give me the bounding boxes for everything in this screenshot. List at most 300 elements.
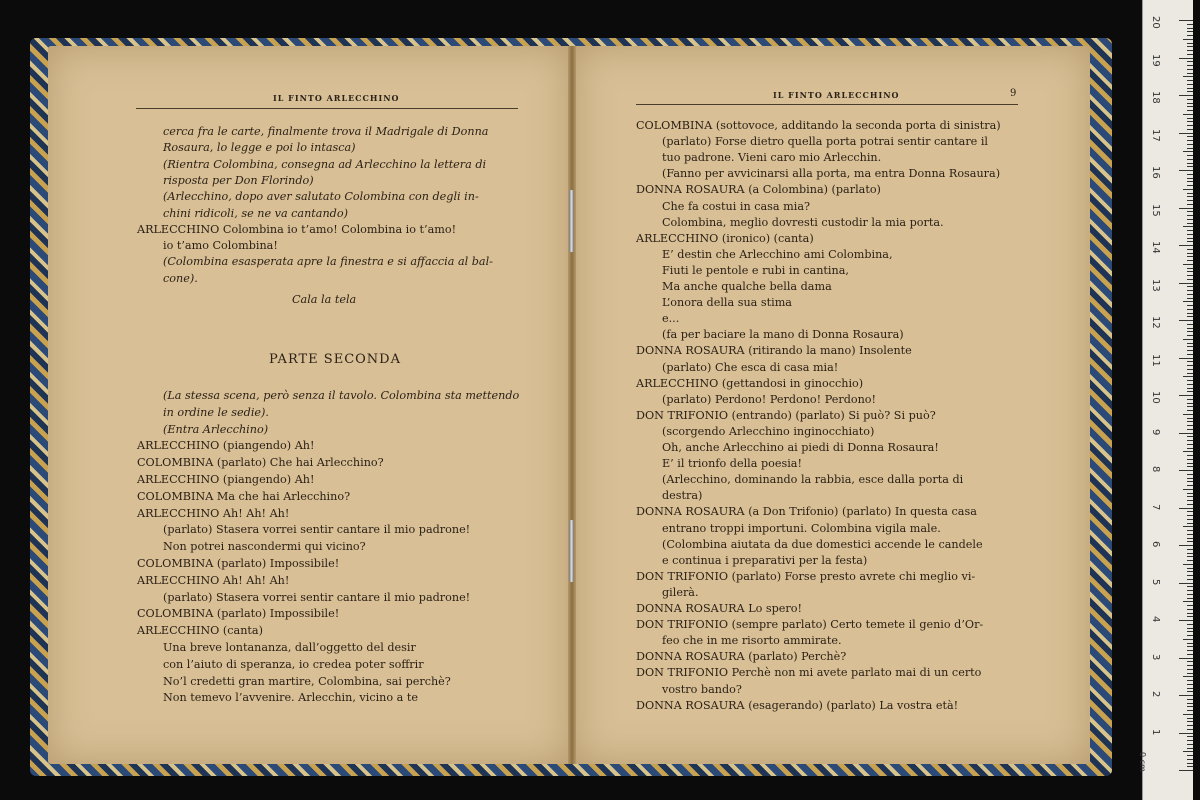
ruler-tick (1187, 721, 1193, 722)
line-text: entrano troppi importuni. Colombina vigila male. (662, 521, 941, 535)
ruler-number: 11 (1150, 353, 1161, 367)
script-line (137, 556, 339, 571)
ruler-tick (1187, 166, 1193, 167)
ruler-tick (1187, 613, 1193, 614)
line-text: destra) (662, 489, 703, 503)
line-text: Che fa costui in casa mia? (662, 199, 810, 213)
line-text: E’ il trionfo della poesia! (662, 457, 802, 471)
ruler-tick (1187, 253, 1193, 254)
script-line (662, 247, 893, 262)
ruler-tick (1187, 200, 1193, 201)
ruler-tick (1187, 410, 1193, 411)
speaker-name: ARLECCHINO (636, 376, 722, 390)
script-line (662, 166, 1000, 181)
section-title: PARTE SECONDA (269, 352, 401, 367)
ruler-number: 9 (1150, 428, 1161, 435)
ruler-tick (1187, 425, 1193, 426)
script-line (137, 606, 339, 621)
script-line (137, 472, 315, 487)
ruler-tick (1187, 80, 1193, 81)
script-line (662, 440, 939, 455)
ruler-tick (1179, 320, 1193, 321)
ruler-tick (1187, 24, 1193, 25)
line-text: con l’aiuto di speranza, io credea poter soffrir (163, 657, 424, 671)
ruler-tick (1187, 594, 1193, 595)
ruler-tick (1187, 534, 1193, 535)
ruler-tick (1187, 661, 1193, 662)
ruler-tick (1179, 658, 1193, 659)
ruler-number: 16 (1150, 166, 1161, 179)
ruler-tick (1187, 635, 1193, 636)
script-line (636, 182, 881, 197)
ruler-number: 1 (1150, 728, 1161, 735)
ruler-tick (1187, 369, 1193, 370)
script-line (662, 263, 849, 278)
ruler-tick (1187, 616, 1193, 617)
script-line (662, 150, 881, 165)
ruler-tick (1187, 691, 1193, 692)
ruler-tick (1187, 646, 1193, 647)
ruler-number: 7 (1150, 503, 1161, 510)
speaker-name: DON TRIFONIO (636, 618, 732, 632)
ruler-tick (1179, 508, 1193, 509)
line-text: (parlato) Perdono! Perdono! Perdono! (662, 392, 877, 406)
ruler-tick (1187, 99, 1193, 100)
ruler-number: 2 (1150, 691, 1161, 698)
script-line (163, 206, 348, 221)
ruler-tick (1187, 88, 1193, 89)
line-text: chini ridicoli, se ne va cantando) (163, 206, 348, 220)
script-line (163, 140, 356, 155)
ruler-tick (1187, 699, 1193, 700)
ruler-tick (1187, 84, 1193, 85)
ruler-tick (1183, 489, 1193, 490)
ruler-tick (1187, 478, 1193, 479)
line-text: (parlato) Forse presto avrete chi meglio vi- (731, 569, 976, 583)
line-text: (a Don Trifonio) (parlato) In questa casa (748, 505, 977, 519)
ruler-tick (1187, 736, 1193, 737)
measuring-ruler (1138, 0, 1193, 800)
speaker-name: DON TRIFONIO (636, 569, 732, 583)
ruler-number: 5 (1150, 578, 1161, 585)
script-line (636, 376, 863, 391)
ruler-tick (1187, 418, 1193, 419)
ruler-tick (1187, 650, 1193, 651)
script-line (662, 392, 876, 407)
ruler-tick (1187, 403, 1193, 404)
line-text: (scorgendo Arlecchino inginocchiato) (662, 424, 875, 438)
line-text: feo che in me risorto ammirate. (662, 634, 842, 648)
script-line (662, 585, 699, 600)
line-text: (fa per baciare la mano di Donna Rosaura) (662, 328, 904, 342)
ruler-tick (1187, 65, 1193, 66)
ruler-tick (1187, 316, 1193, 317)
ruler-tick (1187, 110, 1193, 111)
ruler-tick (1187, 354, 1193, 355)
ruler-tick (1187, 140, 1193, 141)
line-text: (ritirando la mano) Insolente (748, 344, 912, 358)
line-text: Ma che hai Arlecchino? (216, 489, 351, 503)
ruler-tick (1187, 740, 1193, 741)
speaker-name: COLOMBINA (137, 456, 217, 470)
line-text: risposta per Don Florindo) (163, 173, 314, 187)
ruler-tick (1187, 763, 1193, 764)
line-text: Oh, anche Arlecchino ai piedi di Donna Rosaura! (662, 441, 939, 454)
ruler-tick (1183, 264, 1193, 265)
speaker-name: DON TRIFONIO (636, 666, 732, 680)
ruler-tick (1187, 294, 1193, 295)
ruler-tick (1187, 73, 1193, 74)
script-line (662, 553, 867, 568)
line-text: Una breve lontananza, dall’oggetto del desir (163, 641, 416, 654)
script-line (163, 271, 198, 286)
ruler-number: 4 (1150, 616, 1161, 623)
ruler-tick (1187, 343, 1193, 344)
ruler-tick (1187, 309, 1193, 310)
curtain-line: Cala la tela (292, 293, 357, 306)
ruler-tick (1187, 31, 1193, 32)
ruler-tick (1187, 466, 1193, 467)
line-text: L’onora della sua stima (662, 296, 792, 310)
line-text: (esagerando) (parlato) La vostra età! (748, 698, 959, 712)
ruler-number: 13 (1150, 278, 1161, 292)
ruler-tick (1187, 61, 1193, 62)
ruler-tick (1187, 541, 1193, 542)
ruler-tick (1187, 631, 1193, 632)
ruler-tick (1187, 271, 1193, 272)
ruler-tick (1183, 76, 1193, 77)
ruler-tick (1179, 395, 1193, 396)
ruler-tick (1187, 106, 1193, 107)
ruler-tick (1183, 639, 1193, 640)
script-line (636, 698, 958, 713)
ruler-tick (1187, 755, 1193, 756)
ruler-tick (1187, 241, 1193, 242)
ruler-tick (1187, 429, 1193, 430)
ruler-tick (1183, 676, 1193, 677)
line-text: (Fanno per avvicinarsi alla porta, ma entra Donna Rosaura) (662, 167, 1001, 181)
ruler-tick (1187, 684, 1193, 685)
speaker-name: ARLECCHINO (137, 573, 223, 587)
line-text: in ordine le sedie). (163, 405, 269, 419)
ruler-tick (1179, 208, 1193, 209)
ruler-tick (1187, 440, 1193, 441)
script-line (163, 590, 470, 605)
ruler-tick (1187, 474, 1193, 475)
script-line (662, 360, 838, 375)
ruler-tick (1187, 703, 1193, 704)
ruler-tick (1187, 448, 1193, 449)
right-running-header: IL FINTO ARLECCHINO (773, 90, 900, 100)
script-line (163, 674, 451, 689)
ruler-number: 20 (1150, 16, 1161, 29)
script-line (163, 690, 418, 705)
ruler-tick (1187, 54, 1193, 55)
speaker-name: ARLECCHINO (137, 506, 223, 520)
ruler-tick (1187, 391, 1193, 392)
script-line (662, 311, 679, 326)
line-text: (parlato) Impossibile! (216, 607, 340, 621)
script-line (163, 157, 486, 172)
script-line (662, 682, 742, 697)
script-line (662, 295, 792, 310)
ruler-tick (1179, 770, 1193, 771)
script-line (636, 118, 1001, 133)
ruler-tick (1187, 125, 1193, 126)
ruler-tick (1187, 121, 1193, 122)
ruler-tick (1183, 601, 1193, 602)
ruler-tick (1187, 361, 1193, 362)
book-gutter (568, 46, 576, 764)
ruler-tick (1187, 298, 1193, 299)
ruler-tick (1187, 275, 1193, 276)
line-text: (parlato) Stasera vorrei sentir cantare il mio padrone! (163, 590, 471, 604)
ruler-tick (1187, 28, 1193, 29)
ruler-tick (1187, 181, 1193, 182)
ruler-tick (1187, 324, 1193, 325)
ruler-tick (1187, 313, 1193, 314)
line-text: (parlato) Che esca di casa mia! (662, 360, 839, 374)
ruler-tick (1187, 234, 1193, 235)
script-line (662, 199, 810, 214)
ruler-tick (1179, 245, 1193, 246)
line-text: Non temevo l’avvenire. Arlecchin, vicino a te (163, 691, 419, 705)
ruler-tick (1187, 193, 1193, 194)
line-text: (Colombina esasperata apre la finestra e si affaccia al bal- (163, 255, 493, 269)
ruler-tick (1179, 95, 1193, 96)
line-text: (Arlecchino, dominando la rabbia, esce dalla porta di (662, 473, 964, 487)
line-text: (Entra Arlecchino) (163, 422, 269, 436)
line-text: (parlato) Stasera vorrei sentir cantare il mio padrone! (163, 523, 471, 537)
speaker-name: DONNA ROSAURA (636, 183, 749, 197)
ruler-tick (1187, 129, 1193, 130)
ruler-tick (1179, 58, 1193, 59)
ruler-number: 15 (1150, 203, 1161, 217)
script-line (662, 215, 944, 230)
speaker-name: DONNA ROSAURA (636, 650, 749, 664)
ruler-tick (1187, 238, 1193, 239)
script-line (137, 506, 289, 521)
ruler-tick (1183, 339, 1193, 340)
ruler-tick (1187, 586, 1193, 587)
ruler-tick (1183, 751, 1193, 752)
script-line (163, 189, 479, 204)
ruler-tick (1187, 748, 1193, 749)
ruler-tick (1183, 39, 1193, 40)
ruler-tick (1187, 399, 1193, 400)
ruler-tick (1187, 148, 1193, 149)
ruler-tick (1187, 549, 1193, 550)
ruler-tick (1187, 91, 1193, 92)
ruler-number: 18 (1150, 91, 1161, 104)
ruler-tick (1187, 519, 1193, 520)
line-text: (a Colombina) (parlato) (748, 183, 881, 197)
ruler-tick (1187, 219, 1193, 220)
ruler-tick (1187, 444, 1193, 445)
line-text: cone). (163, 271, 198, 285)
ruler-tick (1187, 223, 1193, 224)
line-text: Rosaura, lo legge e poi lo intasca) (163, 141, 356, 155)
script-line (636, 617, 983, 632)
left-running-header: IL FINTO ARLECCHINO (273, 93, 400, 103)
script-line (662, 521, 941, 536)
line-text: (parlato) Forse dietro quella porta potrai sentir cantare il (662, 135, 989, 149)
ruler-tick (1187, 103, 1193, 104)
line-text: gilerà. (662, 585, 699, 599)
ruler-tick (1187, 654, 1193, 655)
ruler-tick (1183, 564, 1193, 565)
line-text: (parlato) Che hai Arlecchino? (216, 456, 384, 470)
ruler-tick (1187, 523, 1193, 524)
ruler-tick (1187, 196, 1193, 197)
speaker-name: DONNA ROSAURA (636, 698, 749, 712)
ruler-tick (1179, 695, 1193, 696)
ruler-tick (1187, 511, 1193, 512)
script-line (662, 279, 832, 294)
ruler-tick (1187, 43, 1193, 44)
script-line (163, 388, 519, 403)
line-text: (Rientra Colombina, consegna ad Arlecchino la lettera di (163, 157, 487, 171)
script-line (662, 633, 842, 648)
ruler-tick (1187, 766, 1193, 767)
script-line (636, 601, 802, 616)
script-line (636, 231, 814, 246)
speaker-name: DONNA ROSAURA (636, 505, 749, 519)
ruler-tick (1183, 414, 1193, 415)
speaker-name: COLOMBINA (137, 489, 217, 503)
speaker-name: ARLECCHINO (636, 231, 722, 245)
ruler-tick (1183, 189, 1193, 190)
script-line (163, 422, 268, 437)
ruler-tick (1179, 358, 1193, 359)
page-number: 9 (1010, 88, 1017, 99)
ruler-tick (1187, 373, 1193, 374)
script-line (163, 124, 488, 139)
ruler-number: 8 (1150, 466, 1161, 473)
ruler-tick (1179, 470, 1193, 471)
ruler-tick (1187, 335, 1193, 336)
ruler-tick (1187, 598, 1193, 599)
ruler-tick (1187, 643, 1193, 644)
ruler-number: 12 (1150, 316, 1161, 329)
ruler-tick (1187, 673, 1193, 674)
speaker-name: COLOMBINA (137, 557, 217, 570)
ruler-unit: 0 cm (1138, 752, 1147, 772)
speaker-name: DON TRIFONIO (636, 408, 732, 422)
ruler-tick (1187, 249, 1193, 250)
ruler-tick (1187, 331, 1193, 332)
ruler-number: 6 (1150, 541, 1161, 548)
ruler-tick (1187, 688, 1193, 689)
script-line (662, 456, 802, 471)
script-line (163, 640, 416, 655)
ruler-tick (1187, 560, 1193, 561)
ruler-tick (1187, 365, 1193, 366)
line-text: Colombina io t’amo! Colombina io t’amo! (222, 222, 457, 236)
ruler-tick (1179, 583, 1193, 584)
ruler-tick (1187, 305, 1193, 306)
ruler-tick (1183, 301, 1193, 302)
ruler-number: 17 (1150, 128, 1161, 142)
ruler-tick (1187, 384, 1193, 385)
ruler-tick (1187, 515, 1193, 516)
ruler-tick (1187, 421, 1193, 422)
ruler-tick (1187, 744, 1193, 745)
script-line (662, 472, 963, 487)
ruler-tick (1187, 459, 1193, 460)
ruler-tick (1187, 268, 1193, 269)
ruler-tick (1187, 496, 1193, 497)
speaker-name: DONNA ROSAURA (636, 344, 749, 358)
line-text: cerca fra le carte, finalmente trova il Madrigale di Donna (163, 125, 489, 138)
ruler-number: 3 (1150, 653, 1161, 660)
line-text: (piangendo) Ah! (222, 473, 315, 486)
line-text: (Colombina aiutata da due domestici accende le candele (662, 537, 983, 551)
script-line (163, 657, 424, 672)
ruler-tick (1187, 328, 1193, 329)
line-text: io t’amo Colombina! (163, 239, 278, 253)
ruler-tick (1187, 350, 1193, 351)
line-text: (gettandosi in ginocchio) (721, 376, 864, 390)
ruler-number: 10 (1150, 391, 1161, 404)
staple-top (569, 190, 574, 252)
ruler-tick (1187, 346, 1193, 347)
line-text: (Arlecchino, dopo aver salutato Colombina con degli in- (163, 190, 479, 204)
ruler-tick (1187, 159, 1193, 160)
ruler-tick (1187, 553, 1193, 554)
line-text: (canta) (222, 624, 263, 638)
ruler-tick (1187, 718, 1193, 719)
ruler-tick (1187, 729, 1193, 730)
ruler-tick (1179, 170, 1193, 171)
ruler-tick (1183, 451, 1193, 452)
ruler-tick (1187, 706, 1193, 707)
line-text: Perchè non mi avete parlato mai di un certo (731, 666, 982, 680)
script-line (137, 623, 263, 638)
script-line (636, 408, 936, 423)
line-text: (sottovoce, additando la seconda porta di sinistra) (715, 119, 1001, 132)
line-text: (piangendo) Ah! (222, 439, 315, 453)
line-text: No’l credetti gran martire, Colombina, sai perchè? (163, 674, 451, 688)
ruler-tick (1179, 545, 1193, 546)
speaker-name: ARLECCHINO (137, 473, 223, 486)
line-text: e continua i preparativi per la festa) (662, 553, 868, 567)
ruler-tick (1187, 69, 1193, 70)
ruler-tick (1187, 493, 1193, 494)
ruler-tick (1187, 590, 1193, 591)
staple-bottom (569, 520, 574, 582)
ruler-tick (1187, 406, 1193, 407)
ruler-tick (1187, 290, 1193, 291)
ruler-tick (1187, 455, 1193, 456)
script-line (137, 489, 350, 504)
script-line (636, 665, 981, 680)
ruler-tick (1187, 624, 1193, 625)
ruler-tick (1187, 436, 1193, 437)
script-line (137, 573, 289, 588)
script-line (636, 504, 977, 519)
ruler-tick (1187, 211, 1193, 212)
script-line (137, 438, 315, 453)
speaker-name: DONNA ROSAURA (636, 602, 749, 615)
line-text: (parlato) Impossibile! (216, 557, 340, 570)
ruler-tick (1187, 230, 1193, 231)
ruler-tick (1187, 669, 1193, 670)
script-line (163, 238, 278, 253)
ruler-tick (1187, 279, 1193, 280)
script-line (163, 173, 314, 188)
ruler-tick (1187, 605, 1193, 606)
